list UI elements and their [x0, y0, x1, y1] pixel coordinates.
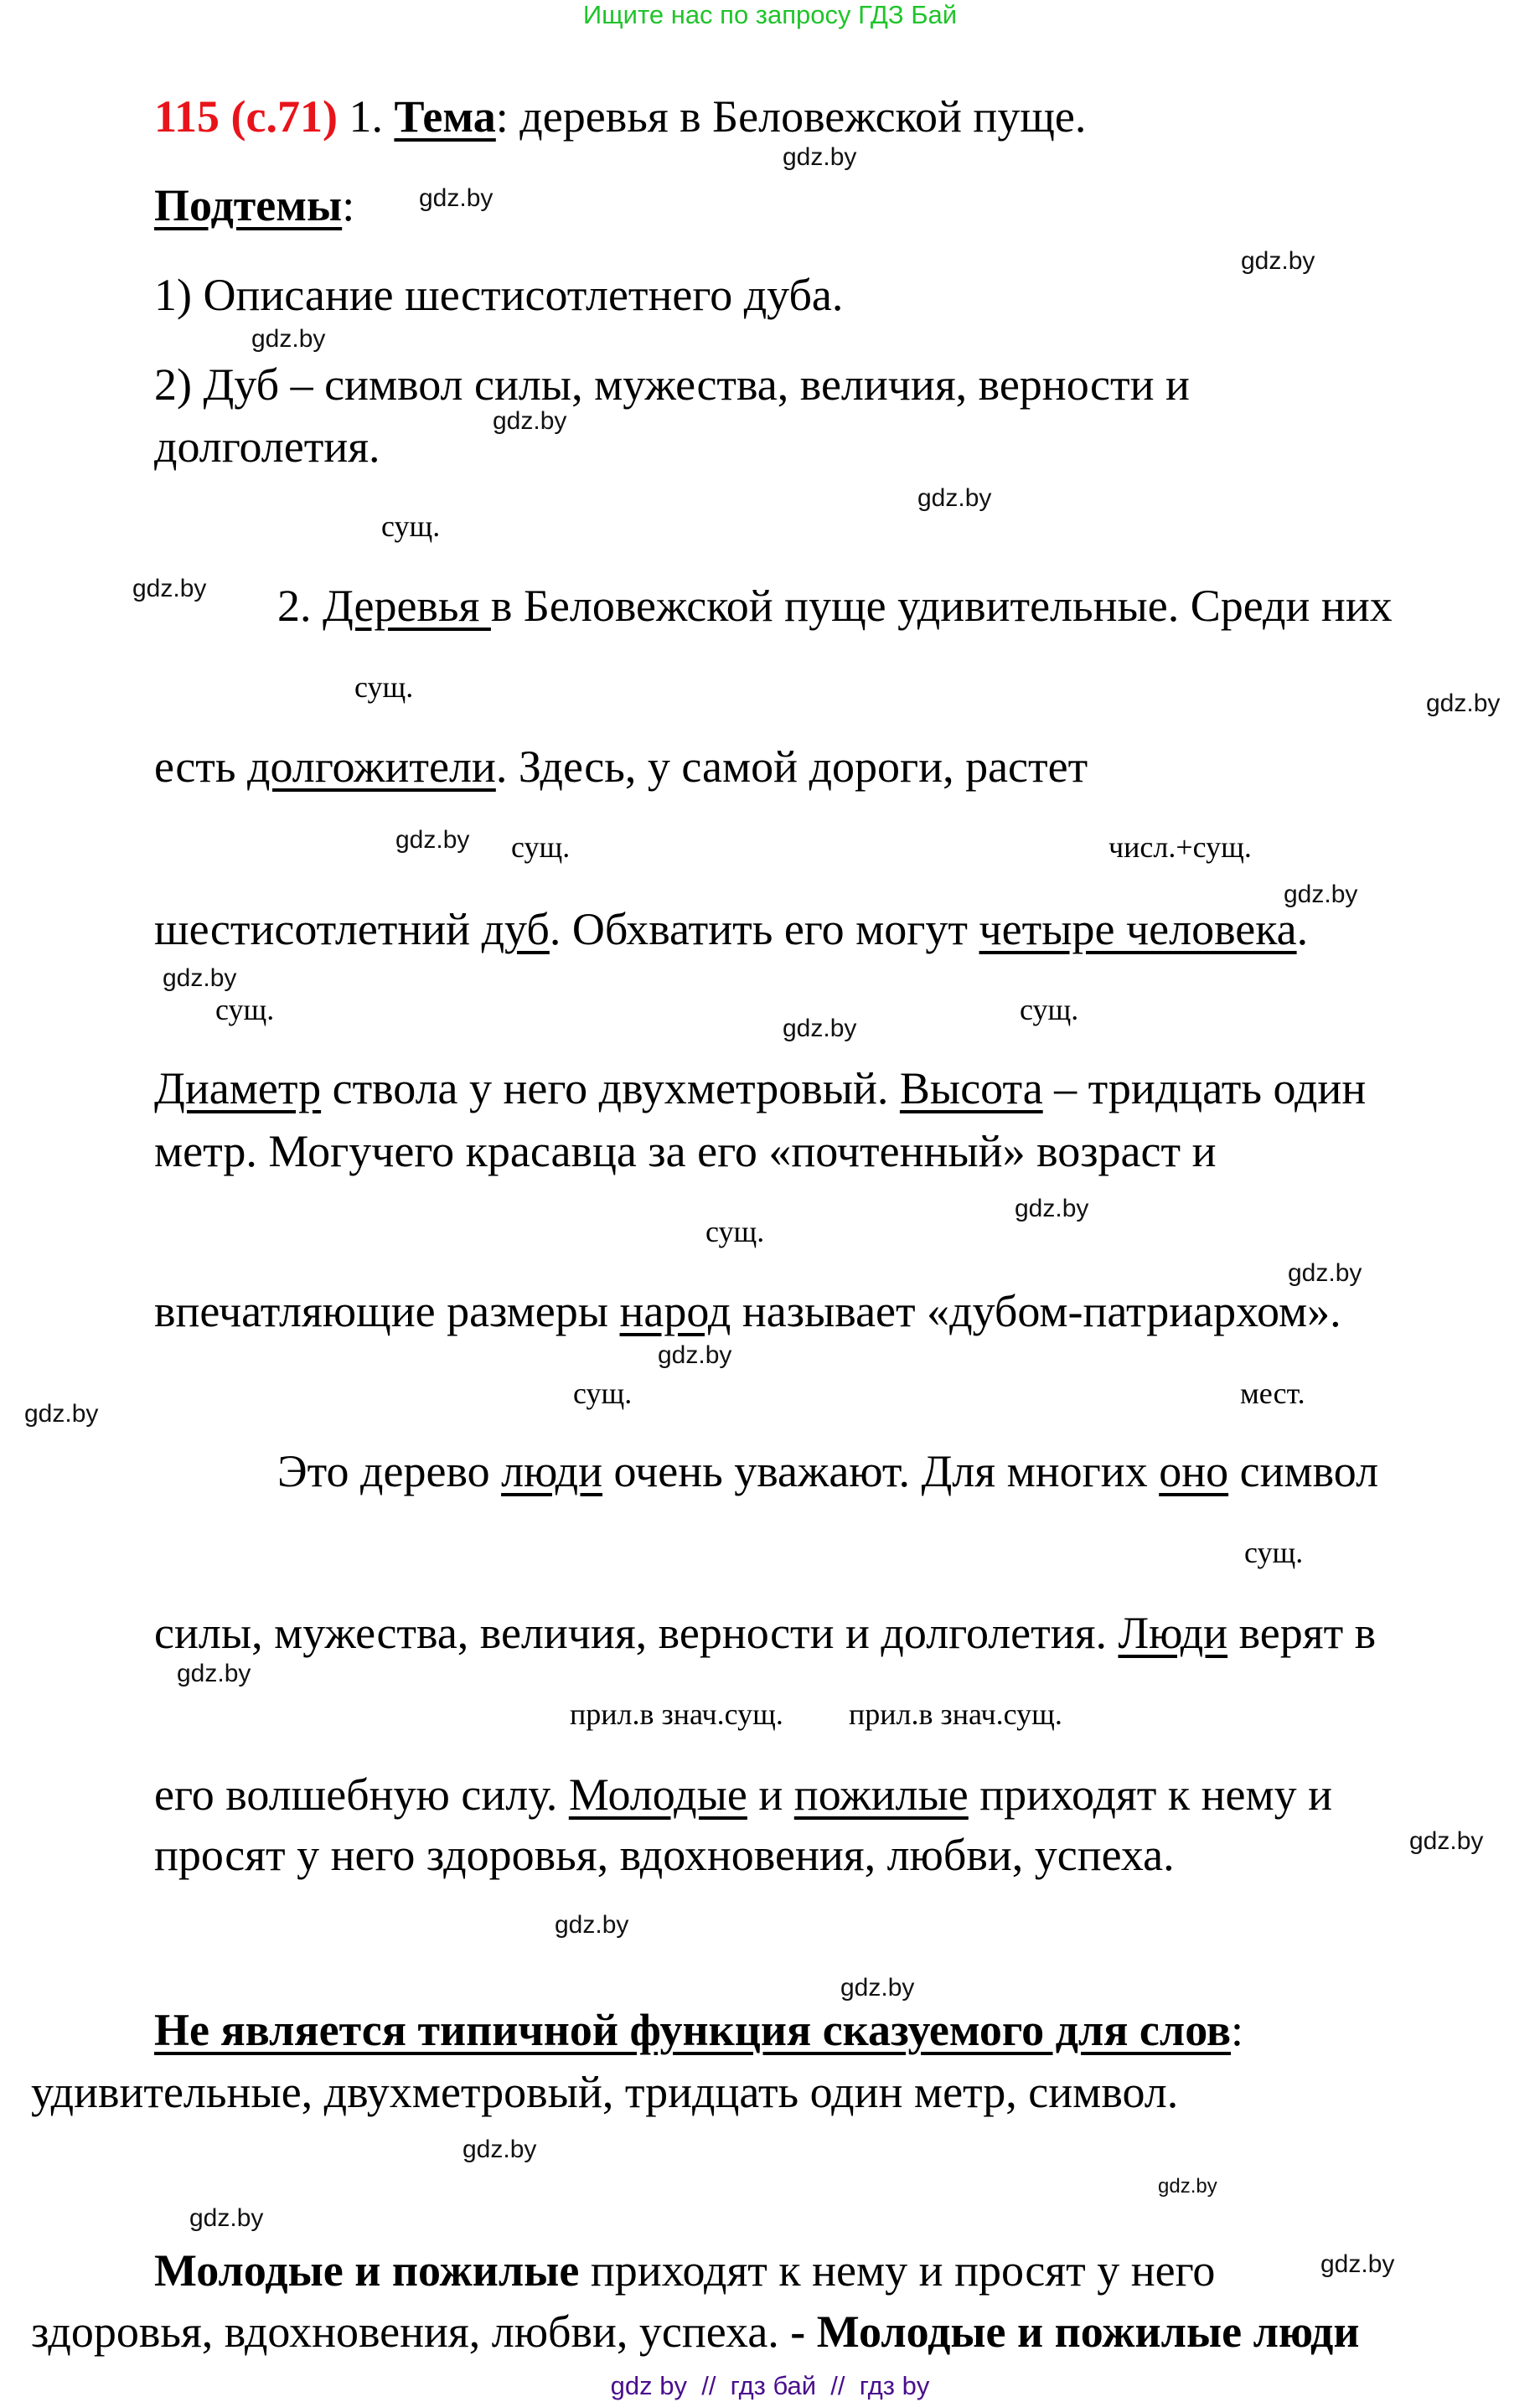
pos-label: сущ. — [381, 509, 441, 543]
conclusion-heading-text: Не является типичной функция сказуемого для слов — [154, 2005, 1232, 2055]
underlined-word: Люди — [1118, 1608, 1228, 1658]
watermark: gdz.by — [1284, 881, 1358, 908]
underlined-word: дуб — [481, 904, 550, 954]
underlined-word: народ — [619, 1286, 731, 1336]
text-segment: символ — [1228, 1446, 1379, 1496]
text-segment: . — [1296, 904, 1309, 954]
watermark: gdz.by — [493, 407, 567, 435]
subtopic-item: долголетия. — [154, 421, 380, 472]
pos-label: прил.в знач.сущ. — [570, 1697, 783, 1731]
text-line — [154, 741, 1088, 792]
underlined-word: Деревья — [323, 581, 491, 631]
watermark: gdz.by — [463, 2136, 537, 2163]
text-segment: ствола у него двухметровый. — [321, 1063, 900, 1113]
watermark: gdz.by — [1288, 1259, 1362, 1287]
pos-label: сущ. — [705, 1215, 765, 1248]
watermark: gdz.by — [917, 484, 992, 512]
underlined-word: четыре человека — [979, 904, 1297, 954]
topic-text: : деревья в Беловежской пуще. — [495, 91, 1087, 142]
pos-label: сущ. — [511, 830, 571, 864]
conclusion-heading — [154, 2007, 1243, 2053]
watermark: gdz.by — [163, 964, 237, 992]
text-segment: – тридцать один — [1042, 1063, 1367, 1113]
watermark: gdz.by — [1409, 1827, 1484, 1855]
example-line-2 — [31, 2306, 1360, 2357]
watermark: gdz.by — [177, 1660, 251, 1687]
watermark: gdz.by — [24, 1400, 99, 1428]
pos-label: прил.в знач.сущ. — [849, 1697, 1062, 1731]
text-segment: впечатляющие размеры — [154, 1286, 620, 1336]
text-segment: Это дерево — [277, 1446, 502, 1496]
watermark: gdz.by — [1320, 2250, 1395, 2278]
pos-label: мест. — [1240, 1377, 1305, 1410]
watermark: gdz.by — [419, 184, 494, 212]
pos-label: сущ. — [1244, 1536, 1304, 1569]
example-line-1 — [154, 2245, 1216, 2296]
watermark: gdz.by — [1426, 690, 1501, 717]
text-segment: . Здесь, у самой дороги, растет — [495, 741, 1088, 792]
subtopics-heading — [154, 180, 355, 230]
example-bold: - Молодые и пожилые люди — [790, 2306, 1360, 2357]
underlined-word: долгожители — [247, 741, 496, 792]
conclusion-words: удивительные, двухметровый, тридцать один метр, символ. — [31, 2067, 1179, 2117]
text-segment: в Беловежской пуще удивительные. Среди них — [490, 581, 1393, 631]
text-segment: его волшебную силу. — [154, 1769, 569, 1820]
text-segment: приходят к нему и — [968, 1769, 1333, 1820]
example-bold: Молодые и пожилые — [154, 2245, 580, 2296]
text-line — [154, 1769, 1333, 1820]
watermark: gdz.by — [1015, 1195, 1089, 1222]
watermark: gdz.by — [189, 2204, 264, 2232]
watermark: gdz.by — [251, 325, 326, 353]
text-line — [277, 581, 1393, 631]
text-line — [154, 1832, 1175, 1878]
text-segment: просят у него здоровья, вдохновения, любви, успеха. — [154, 1830, 1175, 1880]
text-segment: и — [747, 1769, 794, 1820]
underlined-word: пожилые — [793, 1769, 969, 1820]
exercise-number: 115 (с.71) — [154, 91, 338, 142]
text-line — [277, 1446, 1379, 1496]
topic-label: Тема — [394, 91, 496, 142]
text-segment: есть — [154, 741, 248, 792]
watermark: gdz.by — [395, 826, 470, 854]
pos-label: числ.+сущ. — [1108, 830, 1252, 864]
underlined-word: люди — [501, 1446, 602, 1496]
watermark: gdz.by — [783, 143, 857, 171]
text-segment: шестисотлетний — [154, 904, 482, 954]
watermark: gdz.by — [1158, 2175, 1217, 2198]
underlined-word: Молодые — [568, 1769, 747, 1820]
watermark: gdz.by — [658, 1341, 732, 1369]
footer-links: gdz by // гдз бай // гдз by — [610, 2371, 930, 2400]
text-line — [154, 904, 1309, 954]
conclusion-colon: : — [1231, 2005, 1244, 2055]
example-text: приходят к нему и просят у него — [579, 2245, 1216, 2296]
text-segment: 2. — [277, 581, 323, 631]
text-line — [154, 1610, 1376, 1656]
subtopics-colon: : — [342, 180, 355, 230]
underlined-word: Высота — [899, 1063, 1043, 1113]
subtopic-item: 2) Дуб – символ силы, мужества, величия, верности и — [154, 359, 1190, 410]
watermark: gdz.by — [1241, 247, 1315, 275]
text-segment: очень уважают. Для многих — [602, 1446, 1160, 1496]
search-banner: Ищите нас по запросу ГДЗ Бай — [582, 0, 958, 29]
underlined-word: оно — [1159, 1446, 1229, 1496]
subtopic-item: 1) Описание шестисотлетнего дуба. — [154, 270, 844, 320]
pos-label: сущ. — [215, 993, 275, 1026]
task-1-prefix: 1. — [349, 91, 383, 142]
subtopics-label: Подтемы — [154, 180, 343, 230]
text-segment: . Обхватить его могут — [549, 904, 979, 954]
underlined-word: Диаметр — [154, 1063, 322, 1113]
text-segment: силы, мужества, величия, верности и долголетия. — [154, 1608, 1119, 1658]
watermark: gdz.by — [132, 575, 207, 602]
text-line — [154, 1126, 1217, 1176]
text-line — [154, 1063, 1367, 1113]
example-text: здоровья, вдохновения, любви, успеха. — [31, 2306, 791, 2357]
watermark: gdz.by — [840, 1974, 915, 2002]
text-segment: верят в — [1227, 1608, 1377, 1658]
pos-label: сущ. — [354, 670, 414, 704]
pos-label: сущ. — [1020, 993, 1079, 1026]
pos-label: сущ. — [573, 1377, 633, 1410]
task-1-line — [154, 91, 1087, 142]
text-segment: называет «дубом-патриархом». — [731, 1286, 1341, 1336]
watermark: gdz.by — [555, 1911, 629, 1939]
text-line — [154, 1286, 1341, 1336]
watermark: gdz.by — [783, 1015, 857, 1042]
text-segment: метр. Могучего красавца за его «почтенный» возраст и — [154, 1126, 1217, 1176]
